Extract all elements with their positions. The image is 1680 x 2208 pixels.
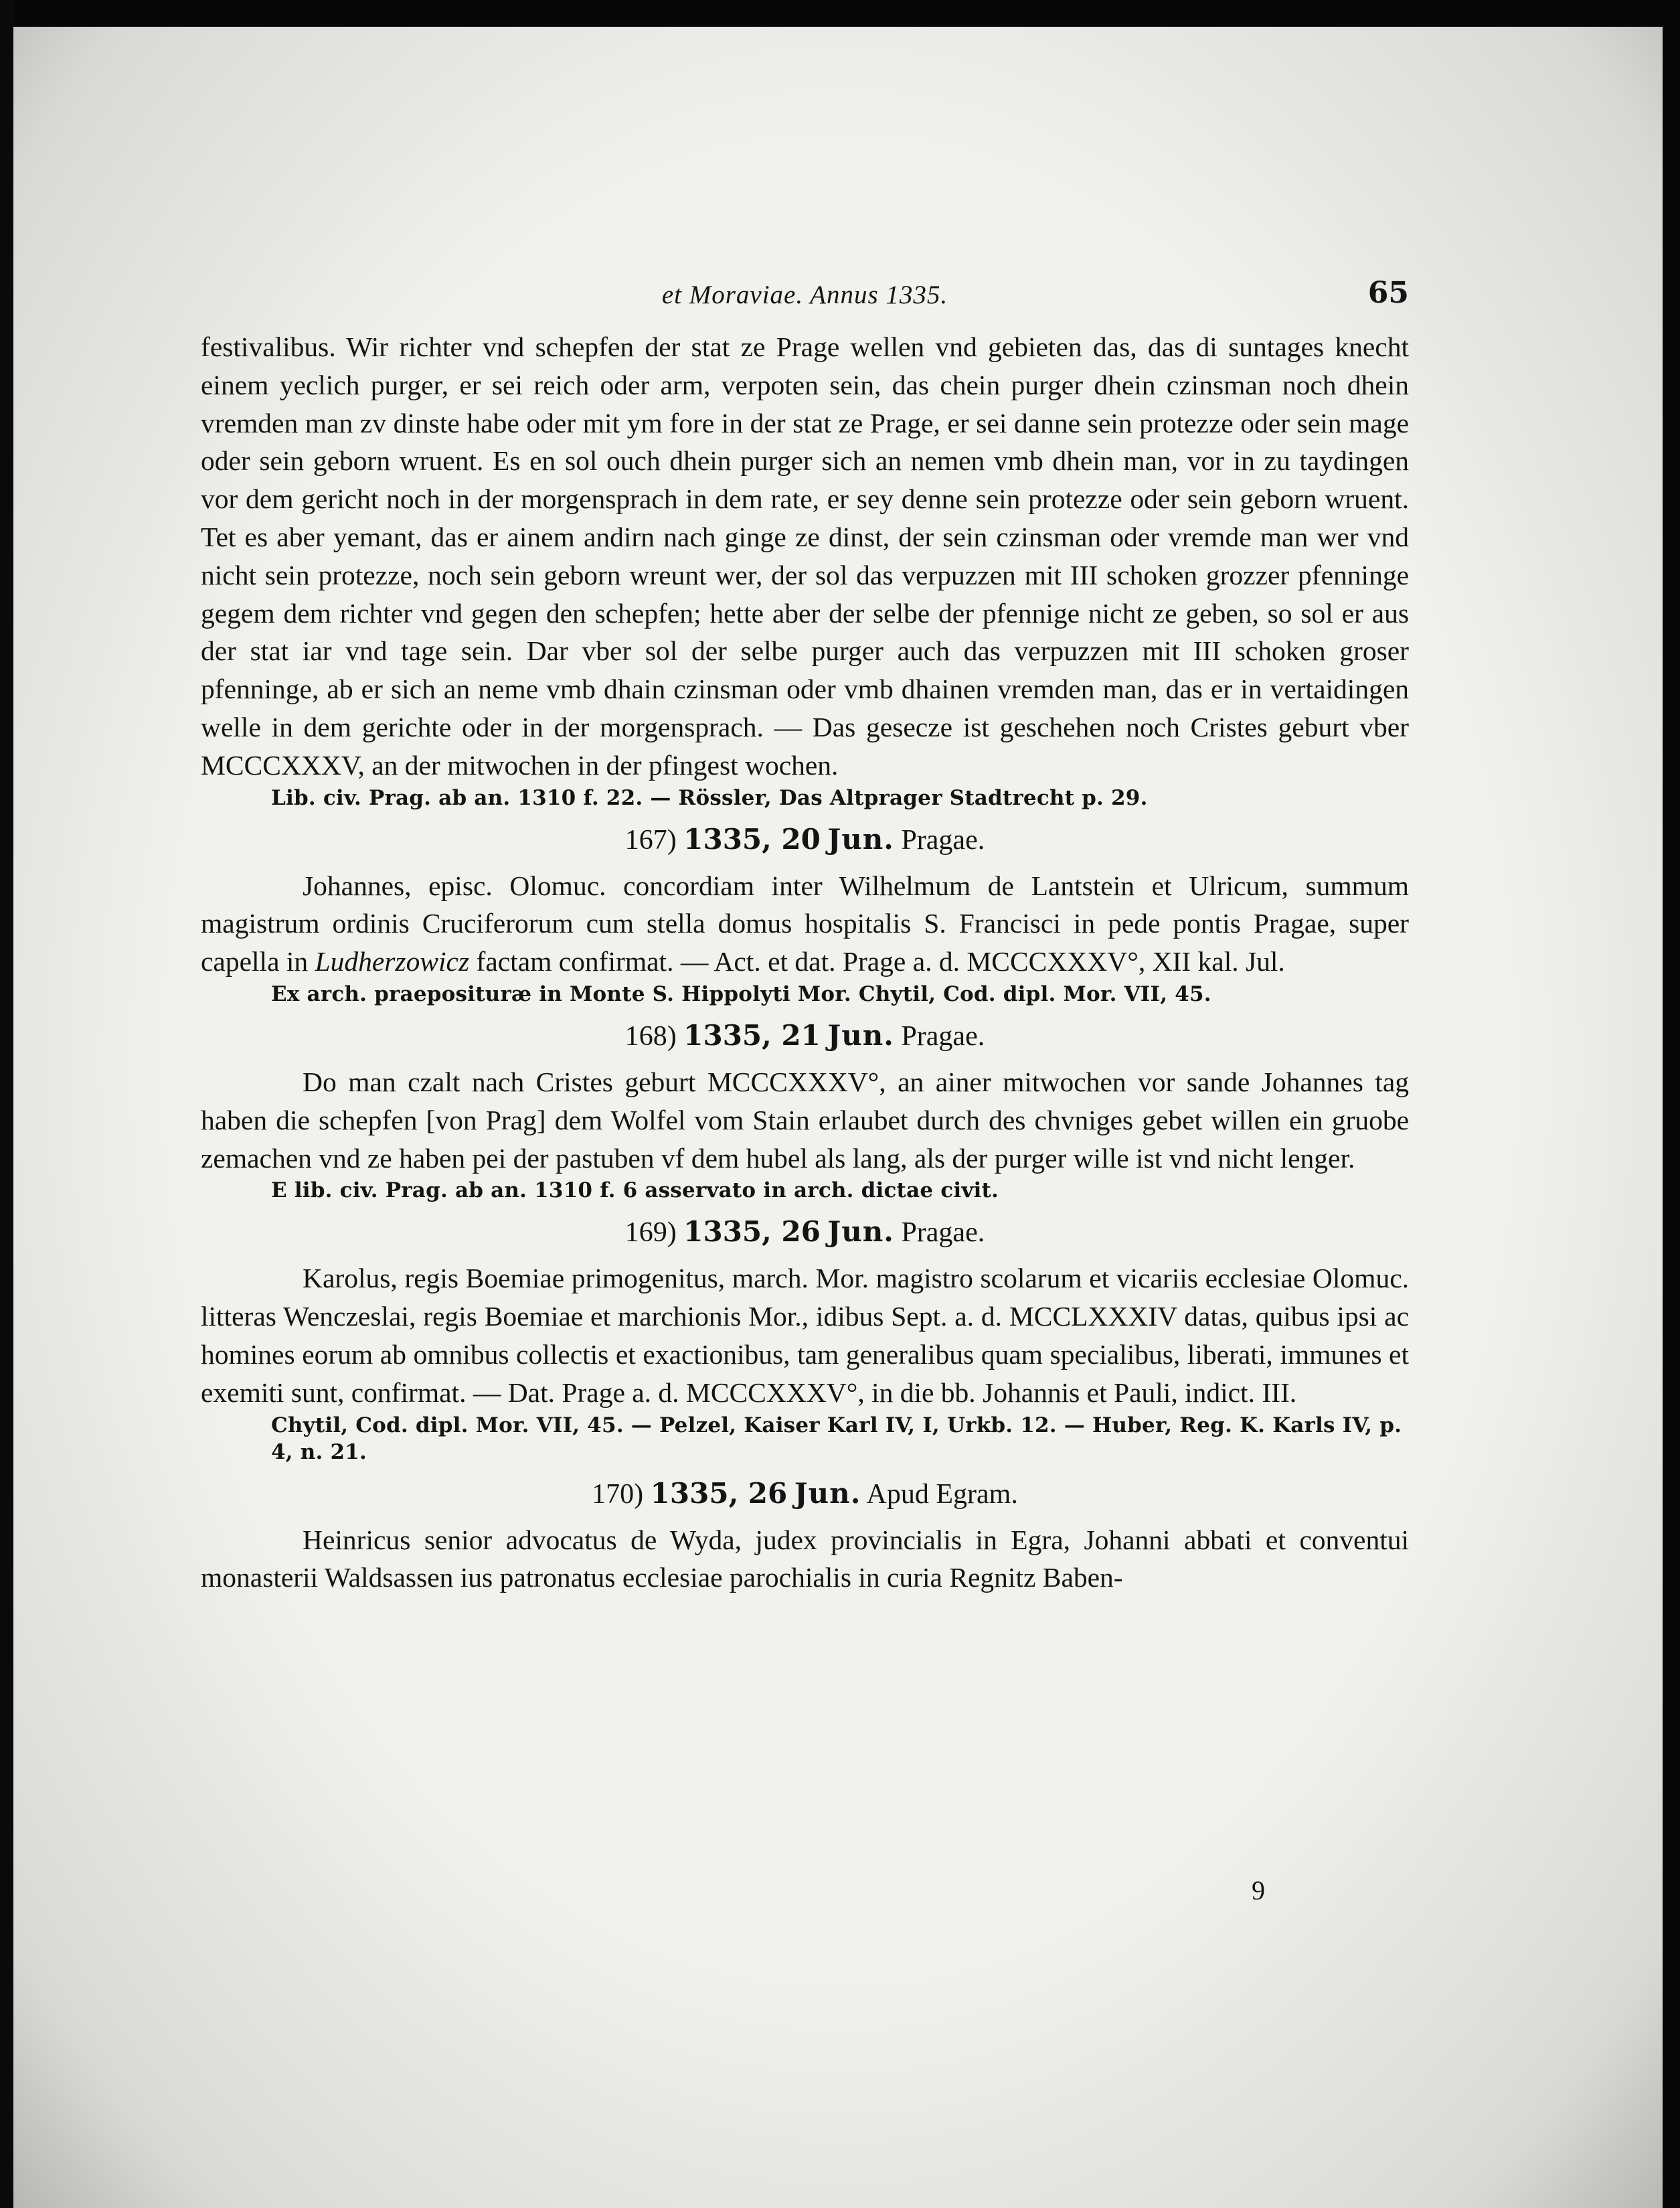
scan-border-left — [0, 0, 13, 2208]
entry-source-168: E lib. civ. Prag. ab an. 1310 f. 6 asservato in arch. dictae civit. — [271, 1178, 999, 1203]
entry-place: Pragae. — [901, 1020, 985, 1052]
entry-text-part: Johannes, episc. Olomuc. concordiam inter Wilhelmum de Lantstein et Ulricum, summum magistrum ordinis Cruciferorum cum stella domus hospitalis S. Francisci in pede pontis Pragae, super capella in — [201, 870, 1409, 977]
entry-place: Pragae. — [901, 1217, 985, 1249]
entry-heading-169 — [201, 1213, 1409, 1251]
intro-source-note: Lib. civ. Prag. ab an. 1310 f. 22. — Rössler, Das Altprager Stadtrecht p. 29. — [271, 785, 1148, 810]
scan-border-right — [1663, 0, 1680, 2208]
entry-date: 1335, 26 — [650, 1476, 788, 1510]
entry-month: Jun. — [827, 1215, 894, 1249]
entry-text-italic-place: Ludherzowicz — [315, 946, 470, 977]
scan-border-top — [0, 0, 1680, 27]
entry-heading-167 — [201, 821, 1409, 859]
page-number: 65 — [1367, 276, 1409, 310]
running-title: et Moraviae. Annus 1335. — [661, 281, 948, 309]
running-head — [201, 268, 1409, 328]
entry-source-167: Ex arch. praeposituræ in Monte S. Hippolyti Mor. Chytil, Cod. dipl. Mor. VII, 45. — [271, 981, 1211, 1006]
entry-month: Jun. — [827, 1018, 894, 1052]
entry-date: 1335, 20 — [683, 822, 821, 856]
entry-number: 168) — [624, 1020, 677, 1052]
entry-text-169: Karolus, regis Boemiae primogenitus, march. Mor. magistro scolarum et vicariis ecclesiae Olomuc. litteras Wenczeslai, regis Boemiae et marchionis Mor., idibus Sept. a. d. MCCLXXXIV datas, quibus ipsi ac homines eorum ab omnibus collectis et exactionibus, tam generalibus quam specialibus, liberati, immunes et exemiti sunt, confirmat. — Dat. Prage a. d. MCCCXXXV°, in die bb. Johannis et Pauli, indict. III. — [201, 1263, 1409, 1408]
entry-date: 1335, 26 — [683, 1215, 821, 1249]
entry-text-170: Heinricus senior advocatus de Wyda, judex provincialis in Egra, Johanni abbati et conventui monasterii Waldsassen ius patronatus ecclesiae parochialis in curia Regnitz Baben- — [201, 1524, 1409, 1593]
entry-place: Pragae. — [901, 824, 985, 856]
page-content — [201, 268, 1409, 1597]
entry-date: 1335, 21 — [683, 1018, 821, 1052]
entry-heading-170 — [201, 1475, 1409, 1513]
intro-paragraph: festivalibus. Wir richter vnd schepfen der stat ze Prage wellen vnd gebieten das, das di suntages knecht einem yeclich purger, er sei reich oder arm, verpoten sein, das chein purger dhein czinsman noch dhein vremden man zv dinste habe oder mit ym fore in der stat ze Prage, er sei danne sein protezze oder sein mage oder sein geborn wruent. Es en sol ouch dhein purger sich an nemen vmb dhein man, vor in zu taydingen vor dem gericht noch in der morgensprach in dem rate, er sey denne sein protezze oder sein geborn wruent. Tet es aber yemant, das er ainem andirn nach ginge ze dinst, der sein czinsman oder vremde man wer vnd nicht sein protezze, noch sein geborn wreunt wer, der sol das verpuzzen mit III schoken grozzer pfenninge gegem dem richter vnd gegen den schepfen; hette aber der selbe der pfennige nicht ze geben, so sol er aus der stat iar vnd tage sein. Dar vber sol der selbe purger auch das verpuzzen mit III schoken groser pfenninge, ab er sich an neme vmb dhain czinsman oder vmb dhainen vremden man, das er in vertaidingen welle in dem gerichte oder in der morgensprach. — Das gesecze ist geschehen noch Cristes geburt vber MCCCXXXV, an der mitwochen in der pfingest wochen. — [201, 331, 1409, 781]
entry-place: Apud Egram. — [866, 1478, 1018, 1510]
entry-text-part: factam confirmat. — Act. et dat. Prage a. d. MCCCXXXV°, XII kal. Jul. — [469, 946, 1285, 977]
entry-number: 170) — [592, 1478, 644, 1510]
entry-text-168: Do man czalt nach Cristes geburt MCCCXXXV°, an ainer mitwochen vor sande Johannes tag haben die schepfen [von Prag] dem Wolfel vom Stain erlaubet durch des chvniges gebet willen ein gruobe zemachen vnd ze haben pei der pastuben vf dem hubel als lang, als der purger wille ist vnd nicht lenger. — [201, 1066, 1409, 1174]
signature-mark: 9 — [1252, 1875, 1265, 1905]
entry-text-167 — [201, 867, 1409, 981]
entry-heading-168 — [201, 1017, 1409, 1055]
entry-month: Jun. — [827, 822, 894, 856]
entry-month: Jun. — [794, 1476, 861, 1510]
entry-source-169: Chytil, Cod. dipl. Mor. VII, 45. — Pelzel, Kaiser Karl IV, I, Urkb. 12. — Huber, Reg. K. Karls IV, p. 4, n. 21. — [271, 1413, 1402, 1464]
entry-number: 169) — [624, 1217, 677, 1249]
entry-number: 167) — [624, 824, 677, 856]
